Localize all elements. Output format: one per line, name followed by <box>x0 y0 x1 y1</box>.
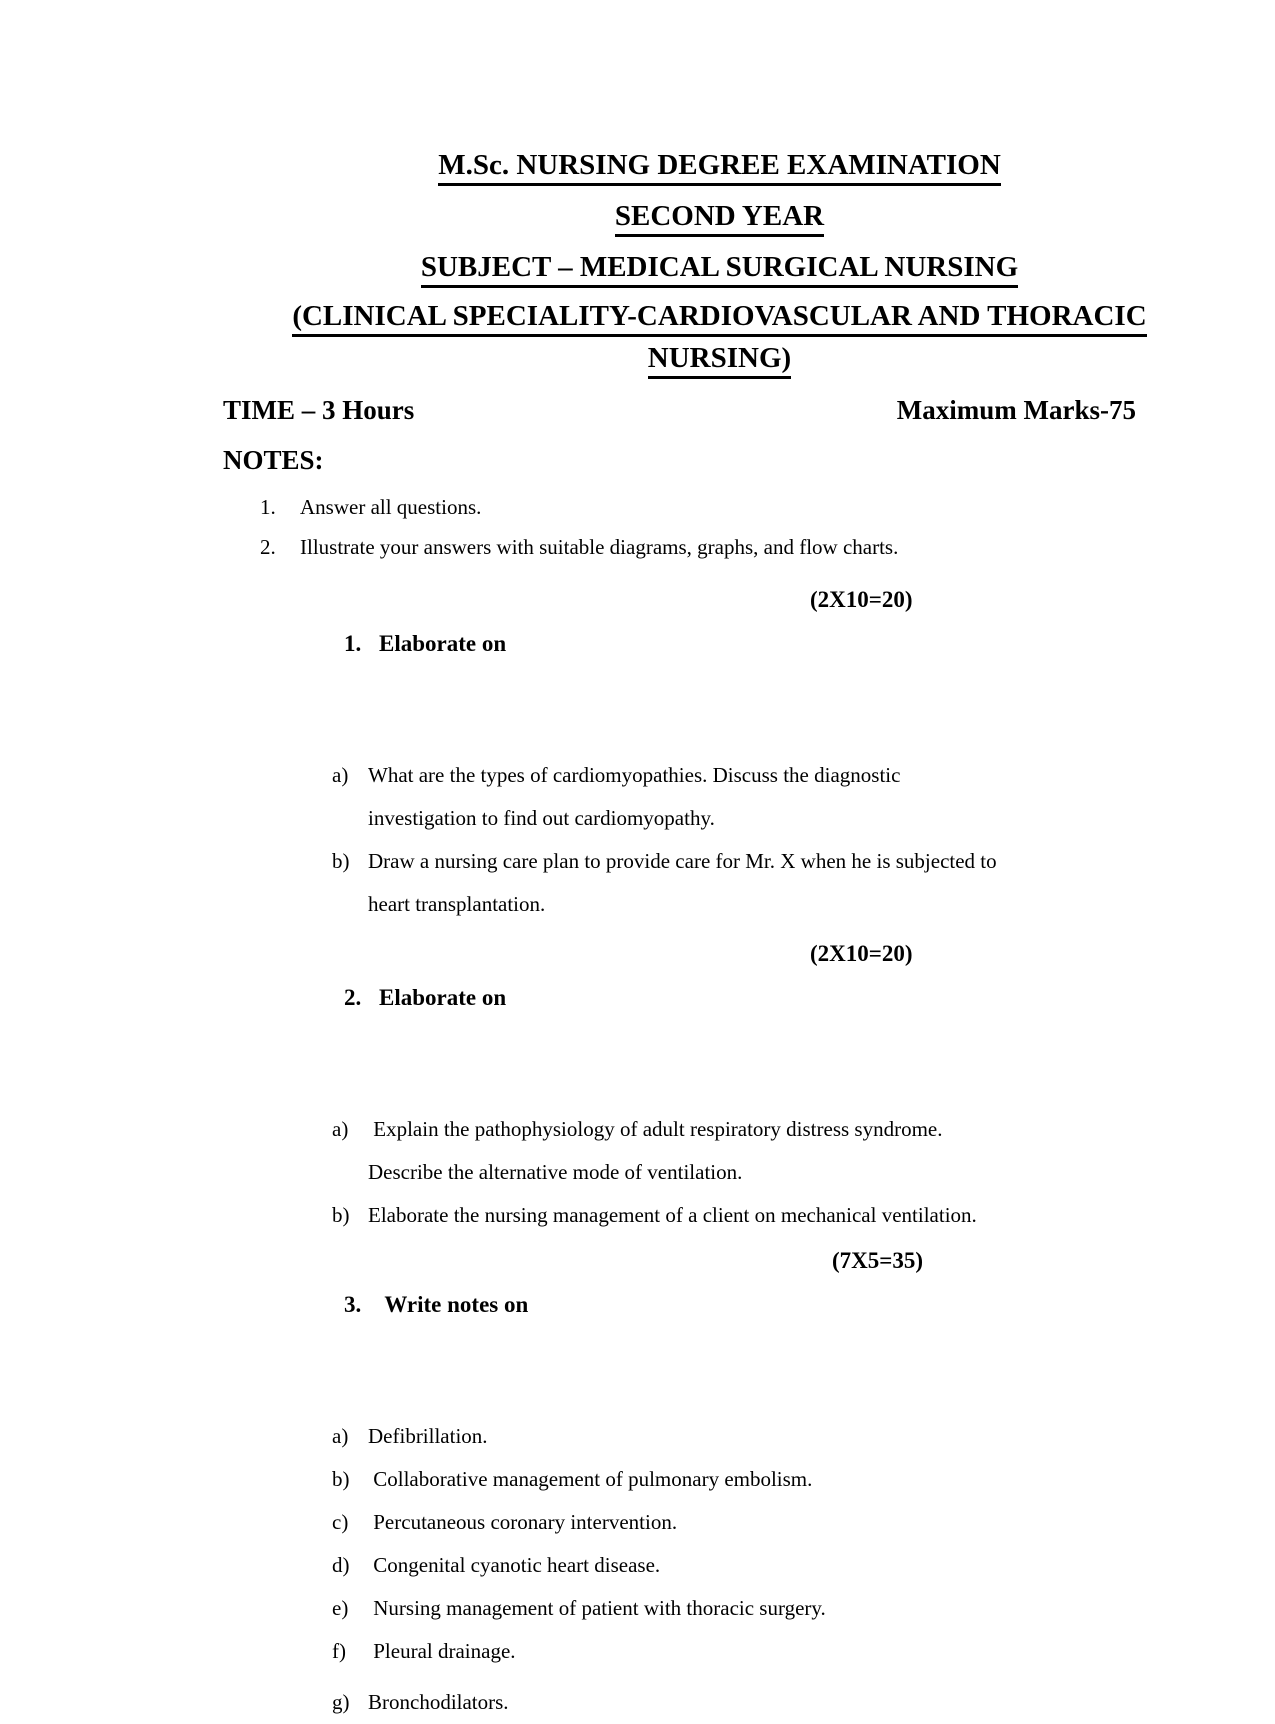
question-2 <box>298 932 1275 1237</box>
sub-letter: d) <box>332 1553 350 1577</box>
question-title: Elaborate on <box>379 985 507 1010</box>
question-number: 3. <box>344 1292 362 1317</box>
question-line: Collaborative management of pulmonary embolism. <box>368 1467 813 1491</box>
question-1-header <box>298 578 1275 754</box>
question-line: Pleural drainage. <box>368 1639 516 1663</box>
notes-list <box>260 484 1275 564</box>
heading-line <box>164 190 1275 242</box>
sub-letter: a) <box>332 763 349 787</box>
sub-letter: a) <box>332 1424 349 1448</box>
question-2-header <box>298 932 1275 1108</box>
note-item <box>260 484 1275 530</box>
exam-title: M.Sc. NURSING DEGREE EXAMINATION <box>438 149 1001 186</box>
sub-text <box>368 1681 509 1724</box>
sub-text <box>368 1458 812 1501</box>
question-line: Elaborate the nursing management of a client on mechanical ventilation. <box>368 1203 977 1227</box>
question-3-sub-e <box>298 1587 1275 1630</box>
sub-letter: e) <box>332 1596 349 1620</box>
note-number: 1. <box>260 495 276 519</box>
sub-text <box>368 754 900 840</box>
question-marks: (7X5=35) <box>832 1248 924 1273</box>
maximum-marks: Maximum Marks-75 <box>896 395 1136 425</box>
note-text: Illustrate your answers with suitable diagrams, graphs, and flow charts. <box>300 535 899 559</box>
question-3-header <box>298 1239 1275 1415</box>
sub-letter: b) <box>332 849 350 873</box>
question-line: Nursing management of patient with thoracic surgery. <box>368 1596 826 1620</box>
question-line: Bronchodilators. <box>368 1690 509 1714</box>
exam-header <box>164 140 1275 376</box>
heading-line <box>164 140 1275 190</box>
question-3 <box>298 1239 1275 1724</box>
sub-letter: b) <box>332 1203 350 1227</box>
sub-letter: f) <box>332 1639 346 1663</box>
exam-speciality-line1: (CLINICAL SPECIALITY-CARDIOVASCULAR AND THORACIC <box>292 300 1146 337</box>
question-1-sub-b <box>298 840 1275 926</box>
sub-text <box>368 840 997 926</box>
exam-subject: SUBJECT – MEDICAL SURGICAL NURSING <box>421 251 1018 288</box>
question-2-sub-b <box>298 1194 1275 1237</box>
question-1 <box>298 578 1275 926</box>
question-title: Elaborate on <box>379 631 507 656</box>
question-3-sub-f <box>298 1630 1275 1673</box>
sub-text <box>368 1108 943 1194</box>
question-line: heart transplantation. <box>368 892 546 916</box>
question-number: 2. <box>344 985 362 1010</box>
question-marks: (2X10=20) <box>810 587 913 612</box>
question-marks: (2X10=20) <box>810 941 913 966</box>
question-3-sub-g <box>298 1681 1275 1724</box>
questions-section <box>298 578 1275 1724</box>
question-line: Explain the pathophysiology of adult respiratory distress syndrome. <box>368 1117 943 1141</box>
notes-label: NOTES: <box>223 445 324 475</box>
question-line: Defibrillation. <box>368 1424 488 1448</box>
note-item <box>260 530 1275 564</box>
sub-text <box>368 1501 677 1544</box>
question-line: Draw a nursing care plan to provide care for Mr. X when he is subjected to <box>368 849 997 873</box>
note-number: 2. <box>260 535 276 559</box>
sub-text <box>368 1630 516 1673</box>
time-marks-row <box>223 386 1136 434</box>
sub-text <box>368 1194 977 1237</box>
heading-line <box>164 242 1275 292</box>
question-1-sub-a <box>298 754 1275 840</box>
sub-text <box>368 1415 488 1458</box>
question-line: Percutaneous coronary intervention. <box>368 1510 678 1534</box>
exam-year: SECOND YEAR <box>615 200 824 237</box>
sub-letter: b) <box>332 1467 350 1491</box>
note-text: Answer all questions. <box>300 495 482 519</box>
sub-text <box>368 1587 826 1630</box>
question-line: Describe the alternative mode of ventilation. <box>368 1160 743 1184</box>
question-3-sub-c <box>298 1501 1275 1544</box>
sub-letter: g) <box>332 1690 350 1714</box>
question-3-sub-a <box>298 1415 1275 1458</box>
question-number: 1. <box>344 631 362 656</box>
question-3-sub-d <box>298 1544 1275 1587</box>
sub-letter: c) <box>332 1510 349 1534</box>
exam-speciality-line2: NURSING) <box>648 342 791 379</box>
question-title: Write notes on <box>379 1292 529 1317</box>
question-line: investigation to find out cardiomyopathy. <box>368 806 715 830</box>
sub-text <box>368 1544 660 1587</box>
heading-line <box>164 292 1275 340</box>
sub-letter: a) <box>332 1117 349 1141</box>
question-line: Congenital cyanotic heart disease. <box>368 1553 661 1577</box>
question-line: What are the types of cardiomyopathies. Discuss the diagnostic <box>368 763 901 787</box>
question-3-sub-b <box>298 1458 1275 1501</box>
time-allowed: TIME – 3 Hours <box>223 395 415 425</box>
question-2-sub-a <box>298 1108 1275 1194</box>
heading-line <box>164 340 1275 376</box>
